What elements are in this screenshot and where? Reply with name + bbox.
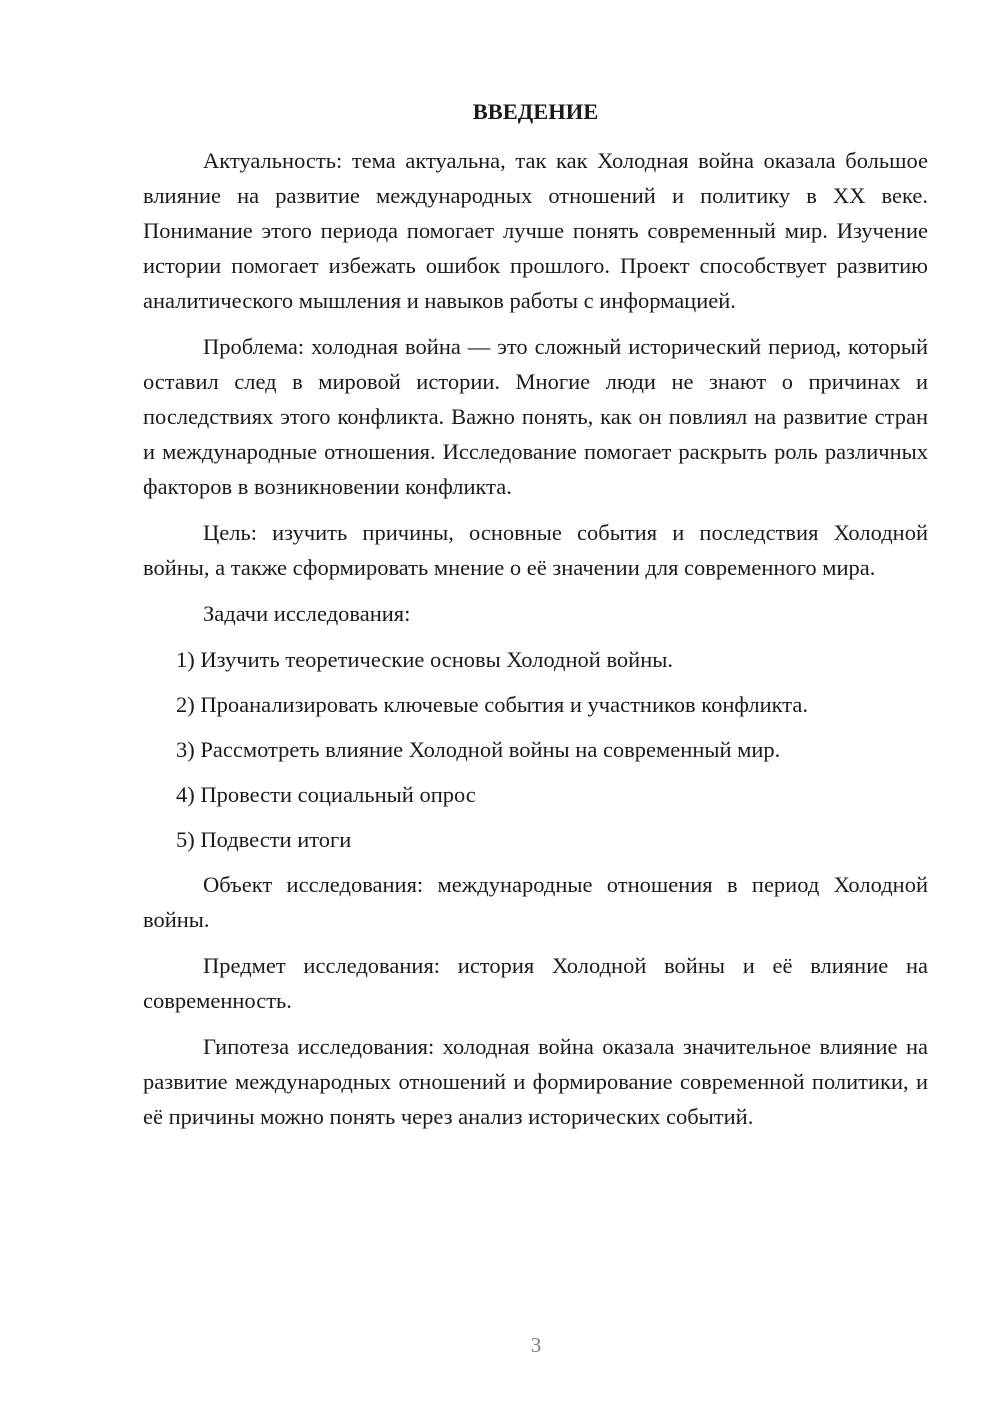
task-item-1: 1) Изучить теоретические основы Холодной войны. bbox=[176, 647, 673, 672]
task-item-5: 5) Подвести итоги bbox=[176, 827, 352, 852]
task-item-4: 4) Провести социальный опрос bbox=[176, 782, 476, 807]
task-item-2: 2) Проанализировать ключевые события и участников конфликта. bbox=[176, 692, 809, 717]
page-title: ВВЕДЕНИЕ bbox=[472, 99, 599, 124]
goal-paragraph: Цель: изучить причины, основные события и последствия Холодной войны, а также сформировать мнение о её значении для современного мира. bbox=[143, 520, 928, 580]
object-paragraph: Объект исследования: международные отношения в период Холодной войны. bbox=[143, 872, 928, 932]
page-content bbox=[143, 94, 928, 1145]
tasks-heading: Задачи исследования: bbox=[203, 601, 411, 626]
page-number: 3 bbox=[530, 1333, 542, 1357]
tasks-list bbox=[143, 642, 928, 857]
problem-paragraph: Проблема: холодная война — это сложный исторический период, который оставил след в мировой истории. Многие люди не знают о причинах и последствиях этого конфликта. Важно понять, как он повлиял на развитие стран и международные отношения. Исследование помогает раскрыть роль различных факторов в возникновении конфликта. bbox=[143, 334, 928, 499]
hypothesis-paragraph: Гипотеза исследования: холодная война оказала значительное влияние на развитие международных отношений и формирование современной политики, и её причины можно понять через анализ исторических событий. bbox=[143, 1034, 928, 1129]
task-item-3: 3) Рассмотреть влияние Холодной войны на современный мир. bbox=[176, 737, 781, 762]
relevance-paragraph: Актуальность: тема актуальна, так как Холодная война оказала большое влияние на развитие международных отношений и политику в XX веке. Понимание этого периода помогает лучше понять современный мир. Изучение истории помогает избежать ошибок прошлого. Проект способствует развитию аналитического мышления и навыков работы с информацией. bbox=[143, 148, 928, 313]
subject-paragraph: Предмет исследования: история Холодной войны и её влияние на современность. bbox=[143, 953, 928, 1013]
